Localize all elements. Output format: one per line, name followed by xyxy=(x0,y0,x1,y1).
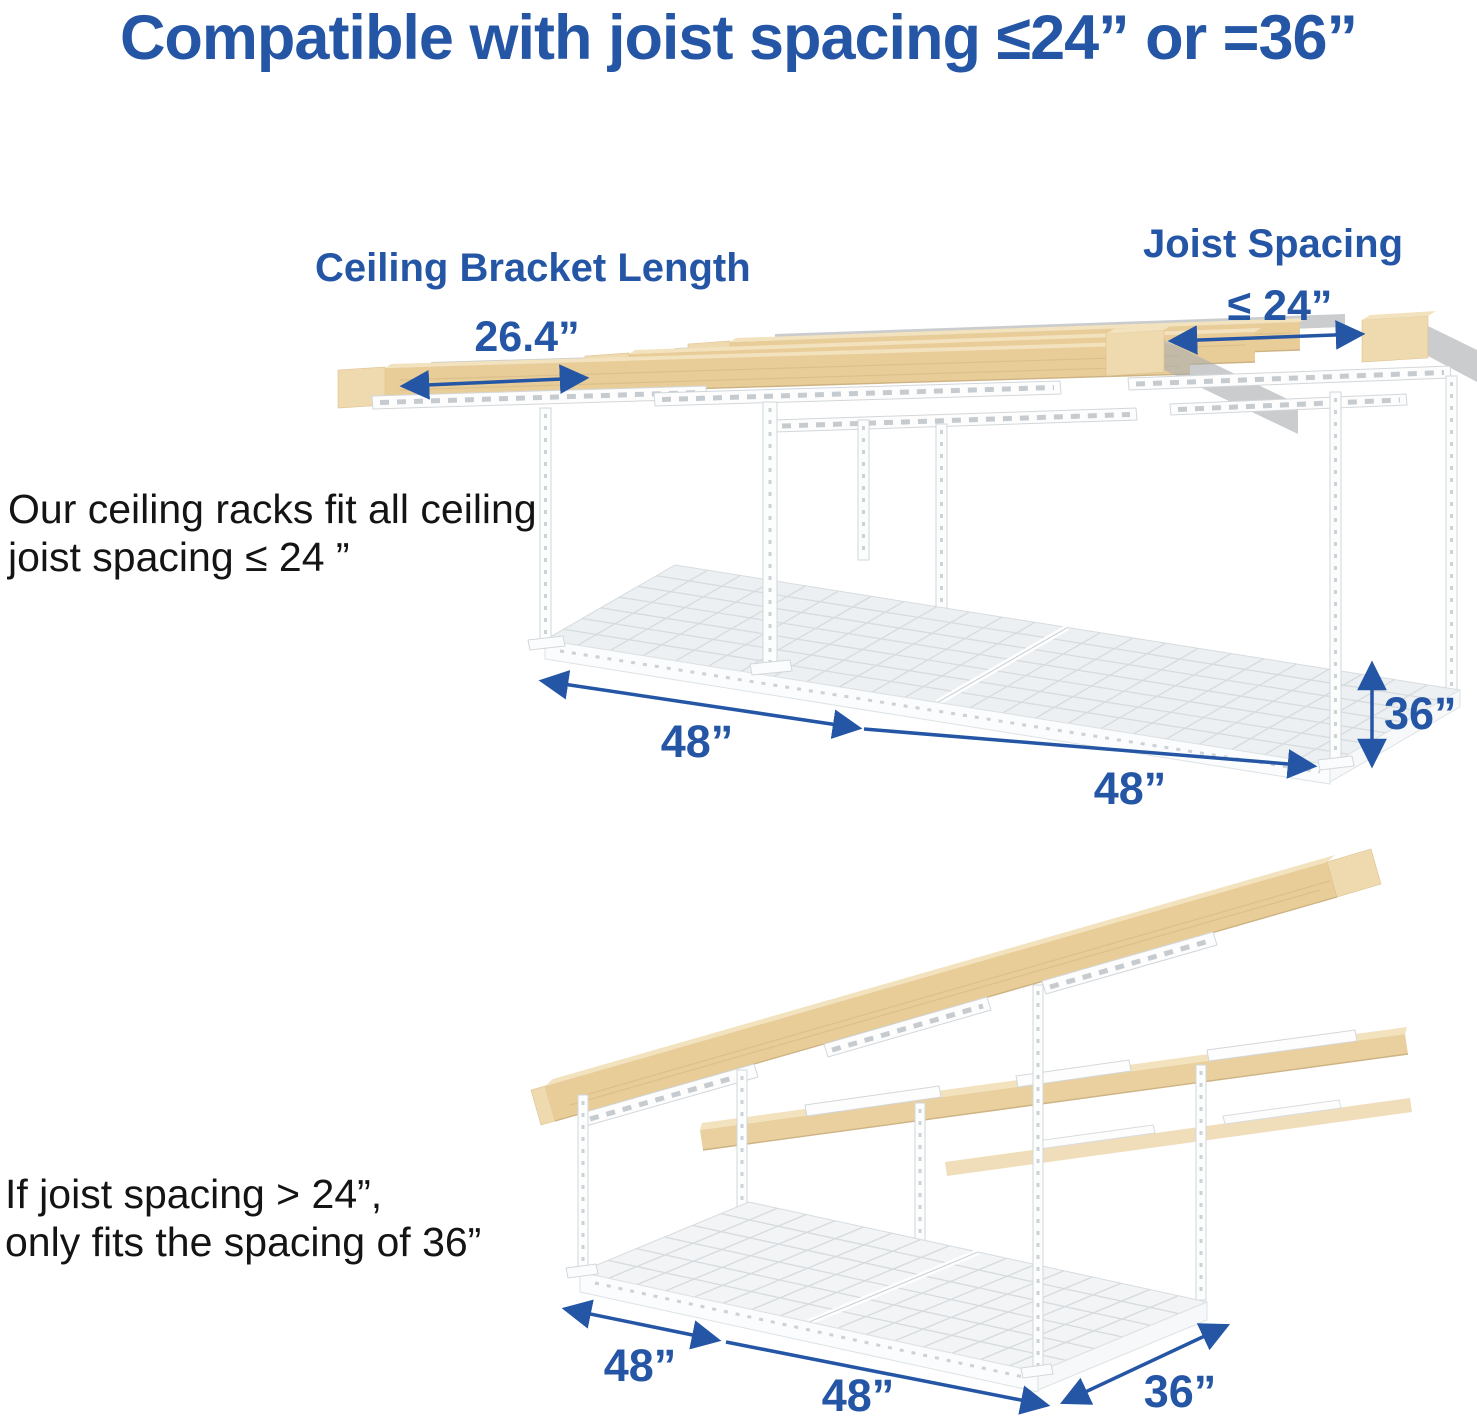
lower-far-joist xyxy=(945,1098,1412,1176)
lower-rack-illustration xyxy=(531,849,1412,1405)
ceiling-bracket-length-label: Ceiling Bracket Length xyxy=(315,246,751,290)
upper-dim-48-left: 48” xyxy=(660,716,734,767)
joist-spacing-value: ≤ 24” xyxy=(1227,282,1333,330)
lower-dim-48-left: 48” xyxy=(603,1340,677,1391)
joist-spacing-label: Joist Spacing xyxy=(1142,222,1404,266)
upper-note-line2: joist spacing ≤ 24 ” xyxy=(8,533,350,580)
upper-note-line1: Our ceiling racks fit all ceiling xyxy=(8,486,537,532)
lower-dim-36-depth: 36” xyxy=(1143,1366,1217,1417)
lower-note xyxy=(5,1171,481,1267)
lower-main-joist xyxy=(531,849,1381,1126)
ceiling-bracket-length-value: 26.4” xyxy=(474,313,580,361)
upper-note xyxy=(8,486,537,582)
upper-dim-36-drop: 36” xyxy=(1384,688,1457,739)
upper-dim-48-right: 48” xyxy=(1093,763,1167,814)
lower-note-line2: only fits the spacing of 36” xyxy=(5,1218,482,1265)
lower-note-line1: If joist spacing > 24”, xyxy=(5,1171,383,1217)
page-title: Compatible with joist spacing ≤24” or =36” xyxy=(119,3,1358,73)
lower-dim-48-right: 48” xyxy=(821,1370,895,1417)
